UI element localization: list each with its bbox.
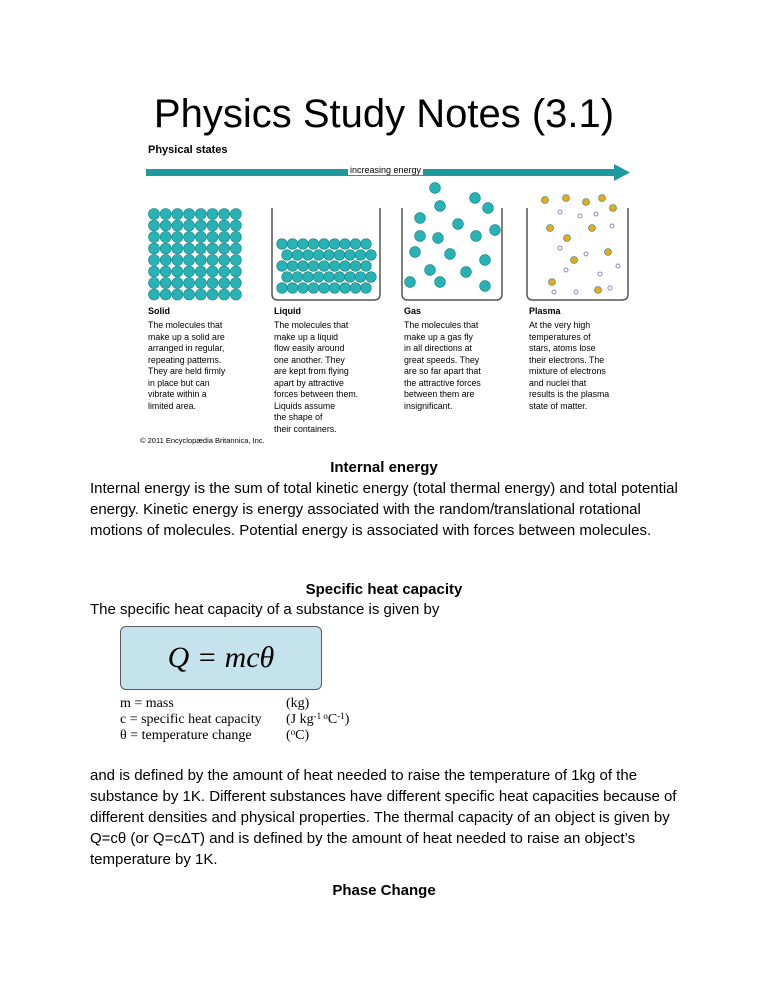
particle: [219, 255, 230, 266]
particle: [445, 249, 456, 260]
particle: [453, 219, 464, 230]
particle: [195, 209, 206, 220]
legend-symbol: c = specific heat capacity: [120, 712, 262, 727]
legend-unit: (kg): [286, 696, 310, 711]
particle: [287, 239, 298, 250]
particle: [230, 289, 241, 300]
particle: [415, 213, 426, 224]
description-line: mixture of electrons: [529, 366, 606, 376]
description-line: make up a solid are: [148, 331, 225, 342]
particle: [230, 255, 241, 266]
state-title-gas: Gas: [404, 306, 422, 316]
particle: [207, 278, 218, 289]
description-line: results is the plasma: [529, 389, 610, 399]
particle: [282, 272, 293, 283]
legend-row-heat-capacity: [120, 712, 349, 728]
particle: [207, 289, 218, 300]
particle: [287, 283, 298, 294]
legend-symbol: m = mass: [120, 696, 174, 711]
particle: [345, 272, 356, 283]
particle: [490, 225, 501, 236]
particle: [415, 231, 426, 242]
particle: [425, 265, 436, 276]
particle: [313, 250, 324, 261]
description-line: The molecules that: [148, 320, 223, 330]
state-desc-gas: [404, 320, 522, 412]
description-line: make up a liquid: [274, 331, 339, 342]
particle: [564, 235, 571, 242]
formula-box: [120, 626, 322, 690]
particle: [313, 272, 324, 283]
particle: [583, 199, 590, 206]
particle: [172, 243, 183, 254]
particle: [149, 243, 160, 254]
particle: [329, 261, 340, 272]
beaker-outline: [527, 208, 628, 300]
particle: [308, 239, 319, 250]
particle: [172, 278, 183, 289]
particle: [230, 243, 241, 254]
electron-marker: [578, 214, 582, 218]
description-line: are so far apart that: [404, 366, 481, 376]
description-line: arranged in regular,: [148, 343, 225, 353]
particle: [160, 243, 171, 254]
particle: [195, 289, 206, 300]
particle: [172, 255, 183, 266]
particle: [563, 195, 570, 202]
particle: [172, 209, 183, 220]
particle: [345, 250, 356, 261]
specific-heat-paragraph: and is defined by the amount of heat needed to raise the temperature of 1kg of the substance by 1K. Different substances have different specific heat capacities because of different densities and physical properties. The thermal capacity of an object is given by Q=cθ (or Q=cΔT) and is defined by the amount of heat needed to raise an object’s temperature by 1K.: [90, 767, 677, 868]
particle: [334, 250, 345, 261]
particle: [219, 209, 230, 220]
particle: [547, 225, 554, 232]
particle: [605, 249, 612, 256]
particle: [277, 239, 288, 250]
particle: [610, 205, 617, 212]
particle: [160, 289, 171, 300]
particle: [350, 283, 361, 294]
energy-arrow-head: [614, 164, 630, 181]
legend-row-temperature: [120, 728, 349, 744]
particle: [219, 266, 230, 277]
particle: [329, 283, 340, 294]
particle: [184, 266, 195, 277]
particle: [480, 281, 491, 292]
particle: [340, 261, 351, 272]
particle: [207, 232, 218, 243]
electron-marker: [594, 212, 598, 216]
particle: [366, 250, 377, 261]
electron-marker: [598, 272, 602, 276]
description-line: Liquids assume: [274, 400, 336, 411]
particle: [195, 255, 206, 266]
particle: [184, 243, 195, 254]
particle: [483, 203, 494, 214]
particle: [219, 289, 230, 300]
specific-heat-intro: The specific heat capacity of a substance is given by: [90, 601, 440, 618]
formula-legend: [120, 696, 349, 744]
description-line: apart by attractive: [274, 377, 344, 388]
particle: [160, 232, 171, 243]
particle: [219, 232, 230, 243]
particle: [160, 209, 171, 220]
description-line: At the very high: [529, 320, 591, 330]
particle: [350, 239, 361, 250]
particle: [184, 255, 195, 266]
particle: [292, 250, 303, 261]
particle: [172, 232, 183, 243]
description-line: great speeds. They: [404, 354, 480, 365]
description-line: are kept from flying: [274, 366, 349, 376]
particle: [195, 243, 206, 254]
particle: [334, 272, 345, 283]
particle: [149, 232, 160, 243]
section-heading-phase-change: Phase Change: [332, 882, 436, 899]
particle: [160, 220, 171, 231]
particle: [195, 220, 206, 231]
particle: [282, 250, 293, 261]
particle: [195, 232, 206, 243]
particle: [207, 243, 218, 254]
section-heading-specific-heat: Specific heat capacity: [305, 581, 463, 598]
particle: [361, 283, 372, 294]
electron-marker: [574, 290, 578, 294]
description-line: flow easily around: [274, 343, 345, 353]
particle: [172, 266, 183, 277]
particle: [149, 255, 160, 266]
description-line: limited area.: [148, 400, 196, 411]
particle: [149, 220, 160, 231]
particle: [149, 278, 160, 289]
state-desc-liquid: [274, 320, 392, 435]
particle: [207, 266, 218, 277]
state-title-liquid: Liquid: [274, 306, 301, 316]
electron-marker: [584, 252, 588, 256]
particle: [207, 255, 218, 266]
description-line: the shape of: [274, 412, 323, 422]
state-title-plasma: Plasma: [529, 306, 561, 316]
formula-text: Q = mcθ: [167, 641, 275, 674]
electron-marker: [564, 268, 568, 272]
particle: [219, 278, 230, 289]
particle: [361, 261, 372, 272]
electron-marker: [610, 224, 614, 228]
particle: [298, 261, 309, 272]
description-line: They are held firmly: [148, 366, 226, 376]
particle: [355, 272, 366, 283]
particle: [340, 239, 351, 250]
particle: [287, 261, 298, 272]
particle: [207, 220, 218, 231]
description-line: in place but can: [148, 377, 210, 388]
particle: [319, 239, 330, 250]
particle: [230, 209, 241, 220]
legend-unit: ($^o$C): [286, 727, 310, 743]
particle: [184, 232, 195, 243]
particle: [184, 209, 195, 220]
description-line: make up a gas fly: [404, 331, 473, 342]
particle: [277, 283, 288, 294]
description-line: forces between them.: [274, 389, 359, 399]
electron-marker: [552, 290, 556, 294]
particle: [184, 220, 195, 231]
state-desc-solid: [148, 320, 266, 412]
description-line: their electrons. The: [529, 354, 605, 365]
description-line: temperatures of: [529, 331, 591, 342]
electron-marker: [558, 246, 562, 250]
particle: [405, 277, 416, 288]
particle: [298, 239, 309, 250]
description-line: vibrate within a: [148, 389, 207, 399]
particle: [184, 278, 195, 289]
description-line: in all directions at: [404, 343, 472, 353]
description-line: their containers.: [274, 423, 337, 434]
description-line: and nuclei that: [529, 377, 587, 388]
particle: [549, 279, 556, 286]
figure-heading: Physical states: [148, 144, 228, 156]
particle: [308, 261, 319, 272]
particle: [599, 195, 606, 202]
particle: [230, 266, 241, 277]
section-heading-internal-energy: Internal energy: [330, 459, 438, 476]
description-line: repeating patterns.: [148, 354, 222, 365]
particle: [149, 266, 160, 277]
legend-symbol: θ = temperature change: [120, 728, 252, 743]
legend-unit: (J $kg^{-1 o}C^{-1}$): [286, 711, 350, 727]
particle: [355, 250, 366, 261]
electron-marker: [616, 264, 620, 268]
energy-arrow-label: increasing energy: [350, 165, 422, 175]
internal-energy-paragraph: Internal energy is the sum of total kinetic energy (total thermal energy) and total potential energy. Kinetic energy is energy associated with the random/translational rotational motions of molecules. Potential energy is associated with forces between molecules.: [90, 480, 678, 539]
particle: [595, 287, 602, 294]
particle: [277, 261, 288, 272]
particle: [160, 278, 171, 289]
particle: [542, 197, 549, 204]
legend-row-mass: [120, 696, 349, 712]
particle: [430, 183, 441, 194]
electron-marker: [558, 210, 562, 214]
description-line: insignificant.: [404, 400, 453, 411]
electron-marker: [608, 286, 612, 290]
state-desc-plasma: [529, 320, 647, 412]
description-line: The molecules that: [274, 320, 349, 330]
particle: [308, 283, 319, 294]
description-line: stars, atoms lose: [529, 343, 596, 353]
particle: [471, 231, 482, 242]
particle: [230, 220, 241, 231]
particle: [230, 232, 241, 243]
particle: [219, 220, 230, 231]
particle: [149, 289, 160, 300]
page-title: Physics Study Notes (3.1): [153, 92, 615, 136]
particle: [303, 250, 314, 261]
particle: [172, 220, 183, 231]
particle: [329, 239, 340, 250]
particle: [319, 283, 330, 294]
particle: [207, 209, 218, 220]
particle: [298, 283, 309, 294]
particle: [589, 225, 596, 232]
particle: [160, 255, 171, 266]
particle: [160, 266, 171, 277]
particle: [350, 261, 361, 272]
particle: [470, 193, 481, 204]
particle: [340, 283, 351, 294]
particle: [324, 272, 335, 283]
particle: [149, 209, 160, 220]
particle: [435, 201, 446, 212]
particle: [366, 272, 377, 283]
particle: [172, 289, 183, 300]
particle: [184, 289, 195, 300]
particle: [480, 255, 491, 266]
particle: [219, 243, 230, 254]
particle: [303, 272, 314, 283]
description-line: the attractive forces: [404, 377, 481, 388]
description-line: state of matter.: [529, 400, 588, 411]
particle: [195, 266, 206, 277]
particle: [230, 278, 241, 289]
particle: [410, 247, 421, 258]
particle: [319, 261, 330, 272]
physical-states-figure: [140, 142, 640, 452]
description-line: between them are: [404, 389, 475, 399]
particle: [195, 278, 206, 289]
figure-copyright: © 2011 Encyclopædia Britannica, Inc.: [140, 436, 265, 445]
state-title-solid: Solid: [148, 306, 170, 316]
description-line: one another. They: [274, 354, 345, 365]
particle: [324, 250, 335, 261]
particle: [571, 257, 578, 264]
description-line: The molecules that: [404, 320, 479, 330]
particle: [435, 277, 446, 288]
particle: [461, 267, 472, 278]
particle: [361, 239, 372, 250]
particle: [292, 272, 303, 283]
particle: [433, 233, 444, 244]
